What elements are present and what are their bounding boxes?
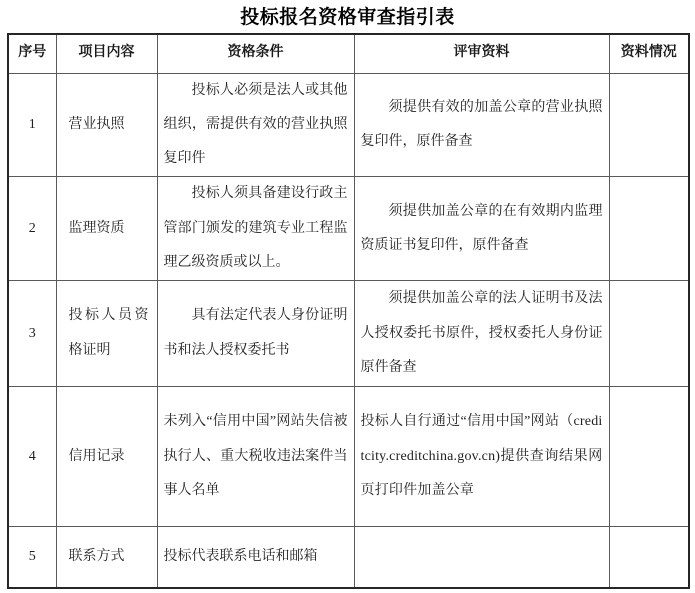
cell-item-name: 营业执照 bbox=[56, 73, 157, 177]
cell-status bbox=[609, 527, 689, 588]
header-cell-no: 序号 bbox=[8, 34, 56, 73]
cell-material: 须提供加盖公章的在有效期内监理资质证书复印件，原件备查 bbox=[354, 177, 609, 281]
header-cell-status: 资料情况 bbox=[609, 34, 689, 73]
cell-material: 须提供有效的加盖公章的营业执照复印件，原件备查 bbox=[354, 73, 609, 177]
cell-status bbox=[609, 73, 689, 177]
qualification-review-table bbox=[7, 33, 690, 589]
cell-item-name: 联系方式 bbox=[56, 527, 157, 588]
cell-status bbox=[609, 387, 689, 527]
cell-material: 须提供加盖公章的法人证明书及法人授权委托书原件，授权委托人身份证原件备查 bbox=[354, 281, 609, 387]
table-row bbox=[8, 387, 689, 527]
cell-item-name: 投标人员资格证明 bbox=[56, 281, 157, 387]
cell-row-number: 1 bbox=[8, 73, 56, 177]
table-row bbox=[8, 73, 689, 177]
cell-condition: 未列入“信用中国”网站失信被执行人、重大税收违法案件当事人名单 bbox=[157, 387, 354, 527]
cell-material bbox=[354, 527, 609, 588]
cell-condition: 投标代表联系电话和邮箱 bbox=[157, 527, 354, 588]
cell-status bbox=[609, 281, 689, 387]
cell-row-number: 2 bbox=[8, 177, 56, 281]
table-row bbox=[8, 177, 689, 281]
cell-condition: 投标人须具备建设行政主管部门颁发的建筑专业工程监理乙级资质或以上。 bbox=[157, 177, 354, 281]
page-title: 投标报名资格审查指引表 bbox=[240, 7, 455, 28]
cell-item-name: 信用记录 bbox=[56, 387, 157, 527]
cell-material: 投标人自行通过“信用中国”网站（creditcity.creditchina.gov.cn)提供查询结果网页打印件加盖公章 bbox=[354, 387, 609, 527]
cell-status bbox=[609, 177, 689, 281]
table-row bbox=[8, 527, 689, 588]
header-cell-item: 项目内容 bbox=[56, 34, 157, 73]
cell-condition: 投标人必须是法人或其他组织，需提供有效的营业执照复印件 bbox=[157, 73, 354, 177]
cell-condition: 具有法定代表人身份证明书和法人授权委托书 bbox=[157, 281, 354, 387]
table-row bbox=[8, 281, 689, 387]
cell-row-number: 3 bbox=[8, 281, 56, 387]
cell-item-name: 监理资质 bbox=[56, 177, 157, 281]
header-row bbox=[8, 34, 689, 73]
header-cell-material: 评审资料 bbox=[354, 34, 609, 73]
cell-row-number: 5 bbox=[8, 527, 56, 588]
cell-row-number: 4 bbox=[8, 387, 56, 527]
header-cell-condition: 资格条件 bbox=[157, 34, 354, 73]
